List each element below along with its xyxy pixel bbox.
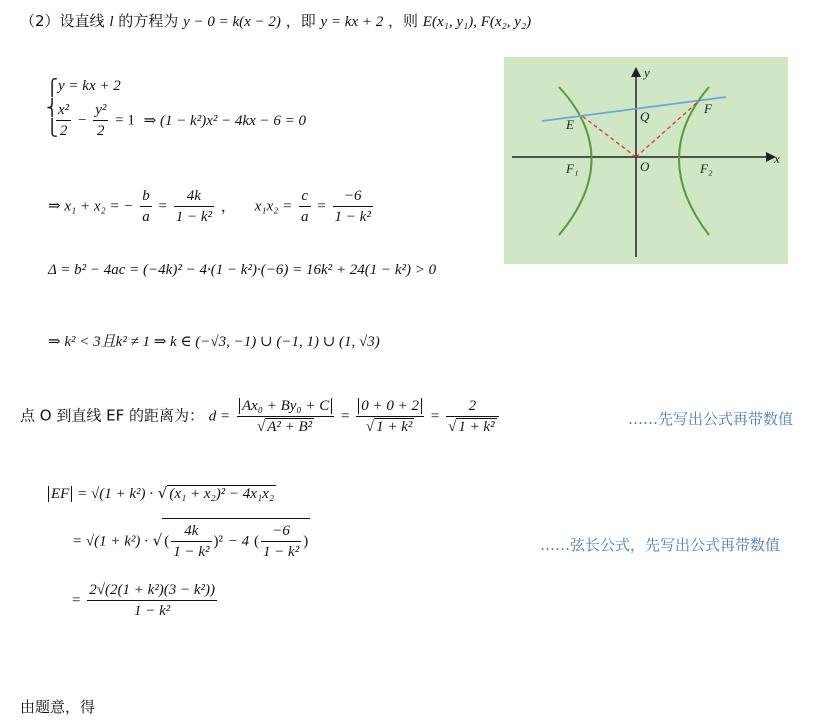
eq-sign: = [317,198,326,215]
chord-1a: = √(1 + k²) · [77,486,153,502]
frac-den: 1 − k² [175,209,213,225]
eq-one: = 1 [115,112,135,129]
frac-den: 2 [97,123,105,139]
label-e: E [566,117,574,132]
frac-num: c [299,186,311,207]
frac-x2-over-2 [56,100,71,141]
frac-den: 2 [59,123,68,139]
frac-sum [174,186,214,227]
points-ef: E(x₁, y₁), F(x₂, y₂) [422,14,532,30]
frac-num: Ax₀ + By₀ + C [237,396,334,417]
chord-2-mid: − 4 [227,533,250,550]
system-result: ⇒ (1 − k²)x² − 4kx − 6 = 0 [143,112,307,129]
chord-2a: = √(1 + k²) · [72,533,148,550]
chord-2-root: ( $\frac{4k}{\text{1 − k²}}$ )² − 4 ( $\frac{-6}{\text{1 − k²}}$ ) [162,518,310,562]
vieta-lead: ⇒ x₁ + x₂ = − [48,198,134,215]
intro-line [20,10,531,31]
frac-values [356,396,424,437]
frac-den: a [301,209,309,225]
y-axis-arrow [631,67,641,77]
hyperbola-svg [504,57,788,264]
label-x: x [774,151,780,166]
frac-result [446,396,499,437]
line-equation: y − 0 = k(x − 2) [183,14,281,30]
frac-den: a [142,209,150,225]
chord-line-1: EF = √(1 + k²) · √ (x₁ + x₂)² − 4x₁x₂ [48,484,276,503]
range-line [48,330,380,351]
chord-line-3 [72,580,219,621]
frac-num: 2√(2(1 + k²)(3 − k²)) [87,580,217,601]
frac-4k [171,521,211,562]
frac-den: √ 1 + k² [448,419,495,435]
system-brace: ⎧ ⎨ ⎩ [46,78,58,137]
frac-num: y² [93,100,108,121]
frac-num: x² [56,100,71,121]
frac-num: b [140,186,152,207]
frac-num: 4k [174,186,214,207]
intro-prefix: （2）设直线 [20,12,105,30]
vieta-comma: ， [220,196,236,215]
frac-neg6 [261,521,301,562]
frac-prod [333,186,373,227]
frac-y2-over-2 [93,100,108,141]
distance-note: ……先写出公式再带数值 [628,410,794,428]
frac-den: 1 − k² [133,603,171,619]
distance-line: 点 O 到直线 EF 的距离为： d = $\frac{\text{Ax₀ + By₀ + C}}{\text{√ A² + B²}}$ = $\frac{0 + 0 + 2}{\text{√ 1 + k²}}$ = $\frac{2}{\text{√ 1 + k²}}$ [20,396,501,437]
chord-line-2: = √(1 + k²) · √ ( $\frac{4k}{\text{1 − k²}}$ )² − 4 ( $\frac{-6}{\text{1 − k²}}$ ) [72,518,310,562]
hyperbola-figure [504,57,788,264]
frac-b-over-a [140,186,152,227]
label-f2: F₂ [700,161,713,176]
frac-den: 1 − k² [334,209,371,225]
label-o: O [640,159,650,174]
system-eq2: $\frac{\text{x²}}{2}$ − $\frac{\text{y²}}{2}$ = 1 ⇒ (1 − k²)x² − 4kx − 6 = 0 [58,102,307,139]
vieta-prod: x₁x₂ = [254,198,293,215]
frac-formula [237,396,334,437]
footer-text: 由题意，得 [20,698,96,716]
frac-num: 0 + 0 + 2 [356,396,424,417]
frac-num: −6 [333,186,373,207]
frac-den: √ 1 + k² [365,419,413,435]
range-text: ⇒ k² < 3且k² ≠ 1 ⇒ k ∈ (−√3, −1) ∪ (−1, 1) ∪ (1, √3) [48,334,380,350]
chord-note: ……弦长公式，先写出公式再带数值 [540,536,781,554]
distance-d: d = [208,408,231,425]
frac-num: 4k [171,521,211,542]
chord-1b: (x₁ + x₂)² − 4x₁x₂ [169,486,275,502]
eq-sign: = [72,592,81,609]
delta-line: Δ = b² − 4ac = (−4k)² − 4·(1 − k²)·(−6) = 16k² + 24(1 − k²) > 0 [48,262,437,278]
frac-chord-result [87,580,217,621]
frac-den: 1 − k² [173,544,210,560]
line-equation-2: y = kx + 2 [320,14,384,30]
label-f1: F₁ [566,161,579,176]
frac-num: −6 [261,521,301,542]
frac-den: 1 − k² [262,544,300,560]
eq-sign: = [158,198,167,215]
intro-mid: 的方程为 [118,12,179,30]
frac-num: 2 [446,396,499,417]
intro-then: ，则 [388,12,419,30]
label-q: Q [640,109,650,124]
label-f: F [704,101,712,116]
system-eq1: y = kx + 2 [58,78,121,94]
frac-c-over-a [299,186,311,227]
var-l: l [109,14,114,30]
chord-ef: EF [48,486,72,502]
distance-label: 点 O 到直线 EF 的距离为： [20,406,204,425]
intro-sep: ，即 [285,12,316,30]
vieta-line [48,186,375,227]
label-y: y [644,65,650,80]
frac-den: √ A² + B² [257,419,313,435]
